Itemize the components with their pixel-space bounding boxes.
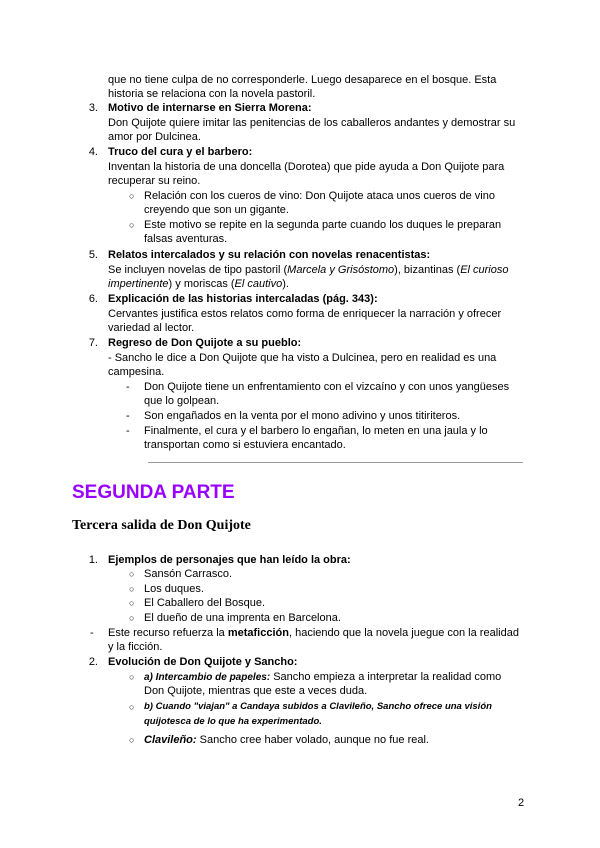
sub-item-text: Don Quijote, mientras que este a veces duda. [144, 685, 368, 697]
circle-bullet-icon: ○ [129, 584, 135, 594]
list-number: 1. [88, 554, 98, 566]
horizontal-divider [148, 462, 523, 463]
sub-item-text: Sansón Carrasco. [144, 568, 233, 580]
dash-bullet-icon: - [126, 381, 130, 393]
list-item-title: Explicación de las historias intercaladas (pág. 343): [108, 293, 378, 305]
dash-bullet-icon: - [90, 627, 94, 639]
paragraph-text: y la ficción. [108, 641, 163, 653]
sub-item-text: transportan como si estuviera encantado. [144, 439, 346, 451]
list-number: 4. [88, 146, 98, 158]
circle-bullet-icon: ○ [129, 598, 135, 608]
list-item-text: impertinente) y moriscas (El cautivo). [108, 278, 289, 290]
sub-item-text: Don Quijote tiene un enfrentamiento con el vizcaíno y con unos yangüeses [144, 381, 510, 393]
circle-bullet-icon: ○ [129, 569, 135, 579]
circle-bullet-icon: ○ [129, 735, 135, 745]
sub-item-text: Los duques. [144, 583, 204, 595]
circle-bullet-icon: ○ [129, 613, 135, 623]
sub-item-text: falsas aventuras. [144, 233, 228, 245]
paragraph-text: Este recurso refuerza la metaficción, haciendo que la novela juegue con la realidad [108, 627, 519, 639]
circle-bullet-icon: ○ [129, 220, 135, 230]
list-item-title: Evolución de Don Quijote y Sancho: [108, 656, 298, 668]
continuation-line: historia se relaciona con la novela pastoril. [108, 88, 316, 100]
section-heading: SEGUNDA PARTE [72, 482, 235, 503]
list-item-text: Inventan la historia de una doncella (Dorotea) que pide ayuda a Don Quijote para [108, 161, 505, 173]
circle-bullet-icon: ○ [129, 672, 135, 682]
sub-item-text: b) Cuando "viajan" a Candaya subidos a Clavileño, Sancho ofrece una visión [144, 701, 492, 712]
sub-item-text: Son engañados en la venta por el mono adivino y unos titiriteros. [144, 410, 461, 422]
sub-item-text: El Caballero del Bosque. [144, 597, 266, 609]
list-item-title: Ejemplos de personajes que han leído la obra: [108, 554, 351, 566]
sub-item-text: Clavileño: Sancho cree haber volado, aunque no fue real. [144, 734, 429, 746]
list-number: 7. [88, 337, 98, 349]
subsection-heading: Tercera salida de Don Quijote [72, 518, 251, 533]
sub-item-text: El dueño de una imprenta en Barcelona. [144, 612, 341, 624]
list-item-title: Regreso de Don Quijote a su pueblo: [108, 337, 302, 349]
list-item-title: Relatos intercalados y su relación con novelas renacentistas: [108, 249, 431, 261]
list-item-text: - Sancho le dice a Don Quijote que ha visto a Dulcinea, pero en realidad es una [108, 352, 497, 364]
list-item-text: variedad al lector. [108, 322, 195, 334]
continuation-line: que no tiene culpa de no corresponderle. Luego desaparece en el bosque. Esta [108, 74, 497, 86]
list-number: 5. [88, 249, 98, 261]
sub-item-text: quijotesca de lo que ha experimentado. [144, 716, 322, 727]
circle-bullet-icon: ○ [129, 191, 135, 201]
dash-bullet-icon: - [126, 410, 130, 422]
list-item-text: Cervantes justifica estos relatos como forma de enriquecer la narración y ofrecer [108, 308, 502, 320]
list-number: 6. [88, 293, 98, 305]
list-number: 2. [88, 656, 98, 668]
list-item-title: Truco del cura y el barbero: [108, 146, 253, 158]
list-item-text: amor por Dulcinea. [108, 131, 201, 143]
list-item-text: recuperar su reino. [108, 175, 201, 187]
sub-item-text: Finalmente, el cura y el barbero lo engañan, lo meten en una jaula y lo [144, 425, 488, 437]
sub-item-text: que lo golpean. [144, 395, 220, 407]
list-item-title: Motivo de internarse en Sierra Morena: [108, 102, 312, 114]
sub-item-text: Este motivo se repite en la segunda parte cuando los duques le preparan [144, 219, 502, 231]
sub-item-text: a) Intercambio de papeles: Sancho empieza a interpretar la realidad como [144, 671, 502, 683]
list-item-text: Don Quijote quiere imitar las penitencias de los caballeros andantes y demostrar su [108, 117, 516, 129]
dash-bullet-icon: - [126, 425, 130, 437]
list-item-text: campesina. [108, 366, 165, 378]
list-item-text: Se incluyen novelas de tipo pastoril (Marcela y Grisóstomo), bizantinas (El curioso [108, 264, 509, 276]
sub-item-text: creyendo que son un gigante. [144, 204, 289, 216]
sub-item-text: Relación con los cueros de vino: Don Quijote ataca unos cueros de vino [144, 190, 495, 202]
list-number: 3. [88, 102, 98, 114]
circle-bullet-icon: ○ [129, 702, 135, 712]
page-number: 2 [518, 797, 525, 809]
